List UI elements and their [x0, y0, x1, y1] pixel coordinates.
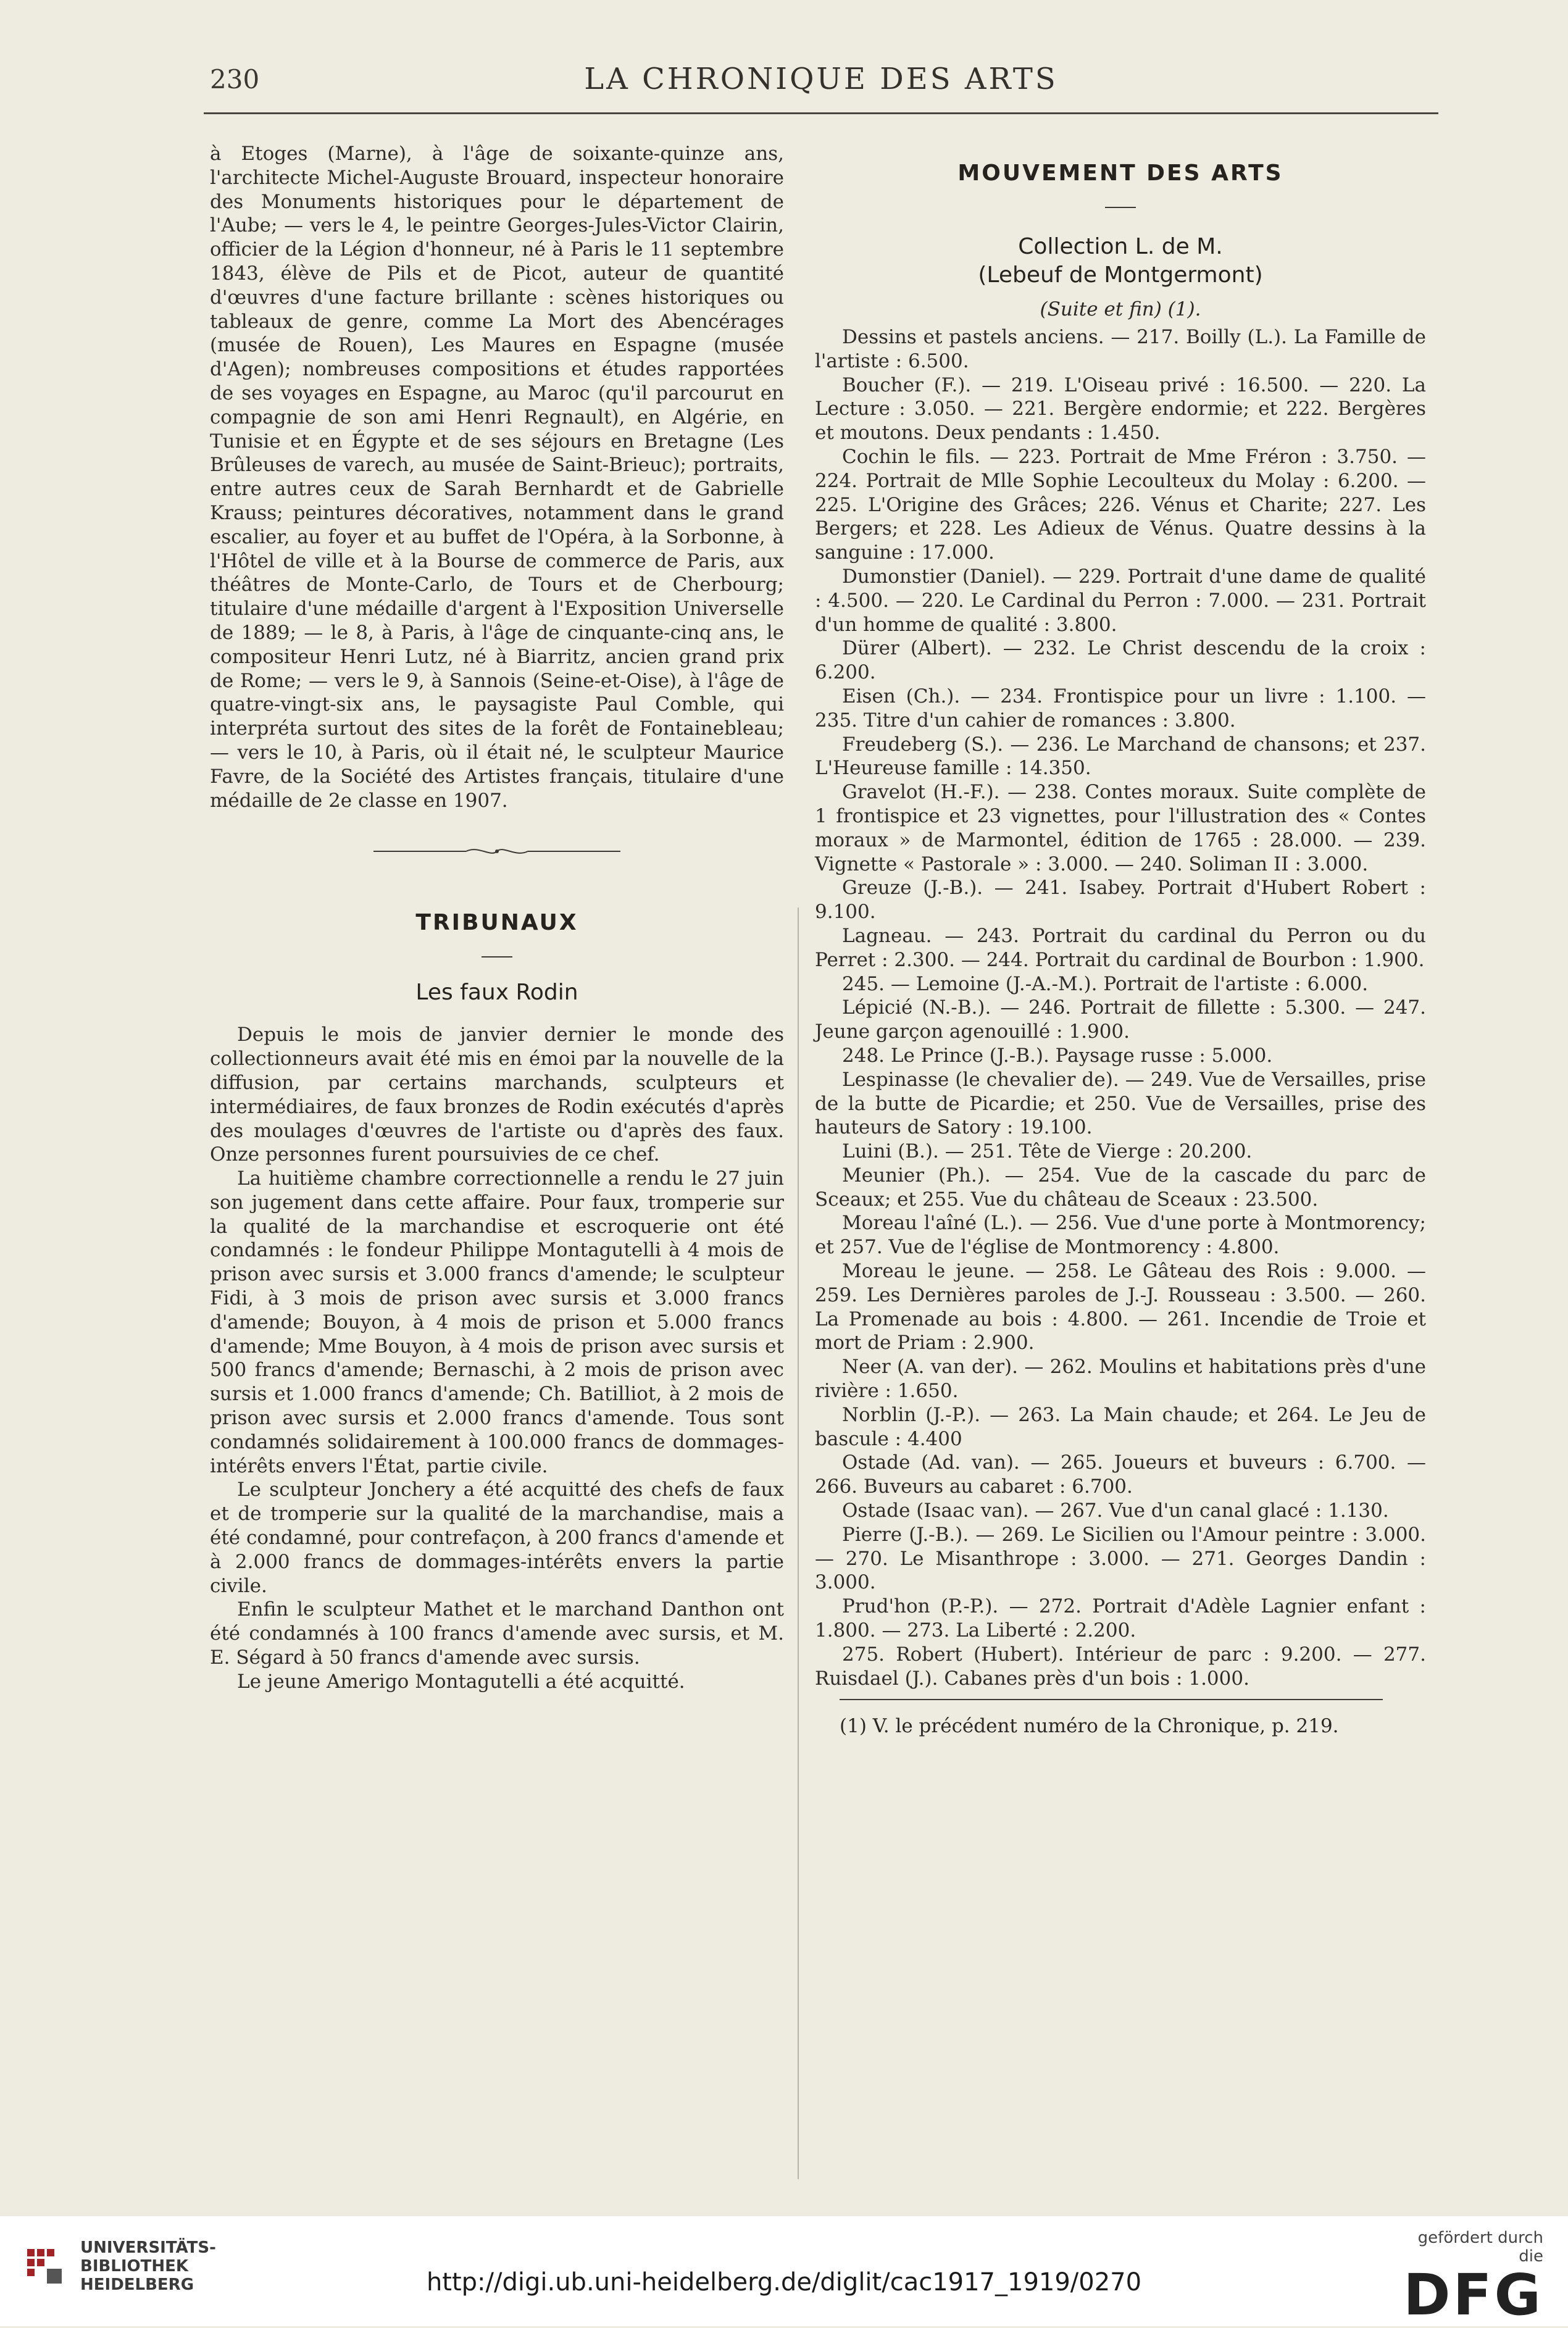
sale-entry: 248. Le Prince (J.-B.). Paysage russe : 5.000. — [842, 1044, 1273, 1067]
sale-entry: Freudeberg (S.). — 236. Le Marchand de chansons; et 237. L'Heureuse famille : 14.350. — [815, 733, 1426, 780]
suite-note: (Suite et fin) (1). — [1040, 298, 1201, 320]
sale-entry: Ostade (Isaac van). — 267. Vue d'un canal glacé : 1.130. — [842, 1500, 1389, 1522]
digitization-footer — [0, 2216, 1568, 2326]
collection-title: Collection L. de M. — [1018, 234, 1223, 259]
permalink-url[interactable]: http://digi.ub.uni-heidelberg.de/diglit/cac1917_1919/0270 — [426, 2268, 1142, 2297]
section-title-mouvement: MOUVEMENT DES ARTS — [957, 161, 1283, 186]
article-paragraph: Enfin le sculpteur Mathet et le marchand Danthon ont été condamnés à 100 francs d'amende avec sursis, et M. E. Ségard à 50 francs d'amende avec sursis. — [210, 1598, 784, 1669]
sale-entry: Dumonstier (Daniel). — 229. Portrait d'une dame de qualité : 4.500. — 220. Le Cardinal du Perron : 7.000. — 231. Portrait d'un homme de qualité : 3.800. — [815, 565, 1426, 636]
page-number: 230 — [210, 64, 260, 94]
column-separator — [798, 907, 799, 2179]
article-title: Les faux Rodin — [415, 980, 578, 1006]
sale-entry: Dürer (Albert). — 232. Le Christ descendu de la croix : 6.200. — [815, 637, 1426, 684]
sale-entry: 275. Robert (Hubert). Intérieur de parc : 9.200. — 277. Ruisdael (J.). Cabanes près d'un bois : 1.000. — [815, 1643, 1426, 1690]
library-name-line: BIBLIOTHEK — [80, 2257, 189, 2276]
header-rule — [204, 112, 1438, 114]
library-name-line: UNIVERSITÄTS- — [80, 2238, 216, 2257]
sale-entry: Neer (A. van der). — 262. Moulins et habitations près d'une rivière : 1.650. — [815, 1356, 1426, 1403]
sale-entry: Greuze (J.-B.). — 241. Isabey. Portrait d'Hubert Robert : 9.100. — [815, 877, 1426, 924]
section-title-tribunaux: TRIBUNAUX — [415, 910, 578, 936]
sale-entry: Pierre (J.-B.). — 269. Le Sicilien ou l'Amour peintre : 3.000. — 270. Le Misanthrope : 3.000. — 271. Georges Dandin : 3.000. — [815, 1523, 1426, 1594]
obituary-paragraph: à Etoges (Marne), à l'âge de soixante-quinze ans, l'architecte Michel-Auguste Brouard, inspecteur honoraire des Monuments historiques pour le département de l'Aube; — vers le 4, le peintre Georges-Jules-Victor Clairin, officier de la Légion d'honneur, né à Paris le 11 septembre 1843, élève de Pils et de Picot, auteur de quantité d'œuvres d'une facture brillante : scènes historiques ou tableaux de genre, comme La Mort des Abencérages (musée de Rouen), Les Maures en Espagne (musée d'Agen); nombreuses compositions et études rapportées de ses voyages en Espagne, au Maroc (qu'il parcourut en compagnie de son ami Henri Regnault), en Algérie, en Tunisie et en Égypte et de ses séjours en Bretagne (Les Brûleuses de varech, au musée de Saint-Brieuc); portraits, entre autres ceux de Sarah Bernhardt et de Gabrielle Krauss; peintures décoratives, notamment dans le grand escalier, au foyer et au buffet de l'Opéra, à la Sorbonne, à l'Hôtel de ville et à la Bourse de commerce de Paris, aux théâtres de Monte-Carlo, de Tours et de Cherbourg; titulaire d'une médaille d'argent à l'Exposition Universelle de 1889; — le 8, à Paris, à l'âge de cinquante-cinq ans, le compositeur Henri Lutz, né à Biarritz, ancien grand prix de Rome; — vers le 9, à Sannois (Seine-et-Oise), à l'âge de quatre-vingt-six ans, le paysagiste Paul Comble, qui interpréta surtout des sites de la forêt de Fontainebleau; — vers le 10, à Paris, où il était né, le sculpteur Maurice Favre, de la Société des Artistes français, titulaire d'une médaille de 2e classe en 1907. — [210, 143, 784, 812]
funder-block — [1389, 2229, 1543, 2328]
sale-entry: Moreau le jeune. — 258. Le Gâteau des Rois : 9.000. — 259. Les Dernières paroles de J.-J. Rousseau : 3.500. — 260. La Promenade au bois : 4.800. — 261. Incendie de Troie et mort de Priam : 2.900. — [815, 1260, 1426, 1354]
right-column — [815, 142, 1426, 1738]
sale-entry: Eisen (Ch.). — 234. Frontispice pour un livre : 1.100. — 235. Titre d'un cahier de romances : 3.800. — [815, 685, 1426, 732]
sale-entry: Luini (B.). — 251. Tête de Vierge : 20.200. — [842, 1140, 1253, 1163]
sale-entry: Lespinasse (le chevalier de). — 249. Vue de Versailles, prise de la butte de Picardie; et 250. Vue de Versailles, prise des hauteurs de Satory : 19.100. — [815, 1068, 1426, 1139]
running-title: LA CHRONIQUE DES ARTS — [584, 62, 1058, 96]
sale-entry: Norblin (J.-P.). — 263. La Main chaude; et 264. Le Jeu de bascule : 4.400 — [815, 1403, 1426, 1450]
library-name-line: HEIDELBERG — [80, 2276, 194, 2294]
footnote: (1) V. le précédent numéro de la Chronique, p. 219. — [840, 1715, 1339, 1738]
article-paragraph: La huitième chambre correctionnelle a rendu le 27 juin son jugement dans cette affaire. Pour faux, tromperie sur la qualité de la marchandise et escroquerie ont été condamnés : le fondeur Philippe Montagutelli à 4 mois de prison avec sursis et 3.000 francs d'amende; le sculpteur Fidi, à 3 mois de prison avec sursis et 3.000 francs d'amende; Bouyon, à 4 mois de prison et 5.000 francs d'amende; Mme Bouyon, à 4 mois de prison avec sursis et 500 francs d'amende; Bernaschi, à 2 mois de prison avec sursis et 1.000 francs d'amende; Ch. Batilliot, à 2 mois de prison avec sursis et 2.000 francs d'amende. Tous sont condamnés solidairement à 100.000 francs de dommages-intérêts envers l'État, partie civile. — [210, 1167, 784, 1477]
left-column — [210, 142, 784, 1694]
sale-entry: 245. — Lemoine (J.-A.-M.). Portrait de l'artiste : 6.000. — [842, 972, 1369, 995]
dfg-logo: DFG — [1403, 2262, 1543, 2328]
sale-entry: Lagneau. — 243. Portrait du cardinal du Perron ou du Perret : 2.300. — 244. Portrait du cardinal de Bourbon : 1.900. — [815, 924, 1426, 971]
sale-entry: Moreau l'aîné (L.). — 256. Vue d'une porte à Montmorency; et 257. Vue de l'église de Montmorency : 4.800. — [815, 1212, 1426, 1259]
sale-entry: Boucher (F.). — 219. L'Oiseau privé : 16.500. — 220. La Lecture : 3.050. — 221. Bergère endormie; et 222. Bergères et moutons. Deux pendants : 1.450. — [815, 373, 1426, 444]
article-paragraph: Le sculpteur Jonchery a été acquitté des chefs de faux et de tromperie sur la qualité de la marchandise, mais a été condamné, pour contrefaçon, à 200 francs d'amende et à 2.000 francs de dommages-intérêts envers la partie civile. — [210, 1479, 784, 1597]
sale-entry: Prud'hon (P.-P.). — 272. Portrait d'Adèle Lagnier enfant : 1.800. — 273. La Liberté : 2.200. — [815, 1595, 1426, 1642]
article-paragraph: Depuis le mois de janvier dernier le monde des collectionneurs avait été mis en émoi par la nouvelle de la diffusion, par certains marchands, sculpteurs et intermédiaires, de faux bronzes de Rodin exécutés d'après des moulages d'œuvres de l'artiste ou d'après des faux. Onze personnes furent poursuivies de ce chef. — [210, 1024, 784, 1166]
sale-entry: Meunier (Ph.). — 254. Vue de la cascade du parc de Sceaux; et 255. Vue du château de Sceaux : 23.500. — [815, 1164, 1426, 1211]
sale-entry: Dessins et pastels anciens. — 217. Boilly (L.). La Famille de l'artiste : 6.500. — [815, 326, 1426, 372]
footnote-rule — [840, 1699, 1383, 1700]
sale-entry: Gravelot (H.-F.). — 238. Contes moraux. Suite complète de 1 frontispice et 23 vignettes, pour l'illustration des « Contes moraux » de Marmontel, édition de 1765 : 28.000. — 239. Vignette « Pastorale » : 3.000. — 240. Soliman II : 3.000. — [815, 781, 1426, 875]
article-paragraph: Le jeune Amerigo Montagutelli a été acquitté. — [237, 1670, 685, 1693]
sale-entry: Cochin le fils. — 223. Portrait de Mme Fréron : 3.750. — 224. Portrait de Mlle Sophie Lecoulteux du Molay : 6.200. — 225. L'Origine des Grâces; 226. Vénus et Charite; 227. Les Bergers; et 228. Les Adieux de Vénus. Quatre dessins à la sanguine : 17.000. — [815, 445, 1426, 564]
ornament-divider — [367, 842, 627, 861]
sale-entry: Lépicié (N.-B.). — 246. Portrait de fillette : 5.300. — 247. Jeune garçon agenouillé : 1.900. — [815, 996, 1426, 1043]
page-header — [204, 59, 1438, 109]
funding-text: gefördert durch die — [1417, 2229, 1543, 2266]
collection-subtitle: (Lebeuf de Montgermont) — [978, 262, 1263, 288]
sale-entry: Ostade (Ad. van). — 265. Joueurs et buveurs : 6.700. — 266. Buveurs au cabaret : 6.700. — [815, 1451, 1426, 1498]
